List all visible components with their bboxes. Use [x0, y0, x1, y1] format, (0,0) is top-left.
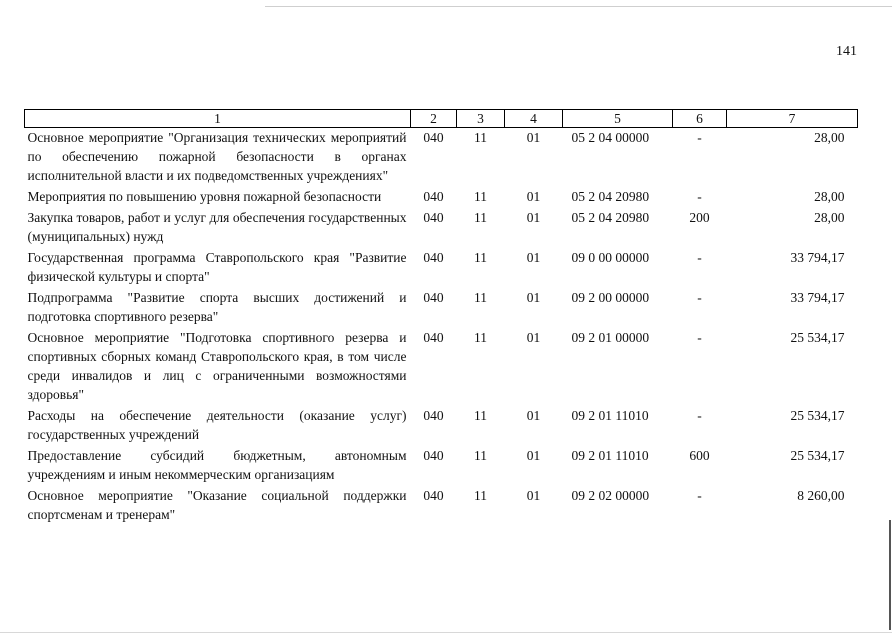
row-name: Закупка товаров, работ и услуг для обеспечения государственных (муниципальных) нужд	[27, 210, 407, 244]
row-col2: 040	[423, 189, 444, 204]
row-col4: 01	[526, 130, 541, 145]
row-col6: -	[697, 408, 702, 423]
row-col2: 040	[423, 330, 444, 345]
row-col4: 01	[526, 189, 541, 204]
row-col6: -	[697, 330, 702, 345]
row-col6: -	[697, 130, 702, 145]
budget-table	[24, 109, 858, 526]
header-col-7: 7	[727, 110, 858, 128]
row-name: Основное мероприятие "Подготовка спортивного резерва и спортивных сборных команд Ставропольского края, в том числе среди инвалидов и лиц с ограниченными возможностями здоровья"	[27, 330, 407, 402]
table-row	[25, 288, 858, 328]
row-col7: 8 260,00	[797, 488, 845, 503]
header-col-3: 3	[457, 110, 505, 128]
table-row	[25, 328, 858, 406]
header-col-1: 1	[25, 110, 411, 128]
table-row	[25, 248, 858, 288]
scan-artifact-bottom-line	[0, 632, 892, 633]
row-col2: 040	[423, 290, 444, 305]
row-col2: 040	[423, 250, 444, 265]
row-col4: 01	[526, 408, 541, 423]
row-col3: 11	[474, 448, 487, 463]
table-body	[25, 128, 858, 527]
row-col7: 28,00	[814, 210, 845, 225]
scan-artifact-top-line	[265, 6, 892, 7]
table-header-row	[25, 110, 858, 128]
table-header	[25, 110, 858, 128]
row-col5: 09 2 01 11010	[571, 448, 649, 463]
row-col7: 25 534,17	[790, 408, 845, 423]
row-col6: -	[697, 250, 702, 265]
row-col3: 11	[474, 210, 487, 225]
row-col7: 28,00	[814, 189, 845, 204]
row-col6: 200	[689, 210, 710, 225]
table-row	[25, 406, 858, 446]
row-col4: 01	[526, 290, 541, 305]
table-row	[25, 446, 858, 486]
row-col3: 11	[474, 408, 487, 423]
page-number: 141	[836, 44, 857, 59]
row-col3: 11	[474, 330, 487, 345]
row-name: Основное мероприятие "Оказание социальной поддержки спортсменам и тренерам"	[27, 488, 407, 522]
row-name: Расходы на обеспечение деятельности (оказание услуг) государственных учреждений	[27, 408, 407, 442]
header-col-6: 6	[673, 110, 727, 128]
row-col3: 11	[474, 488, 487, 503]
row-col5: 05 2 04 20980	[571, 210, 650, 225]
row-col3: 11	[474, 250, 487, 265]
header-col-2: 2	[411, 110, 457, 128]
row-col6: -	[697, 189, 702, 204]
row-col4: 01	[526, 210, 541, 225]
row-col7: 25 534,17	[790, 448, 845, 463]
row-col7: 28,00	[814, 130, 845, 145]
row-col5: 09 0 00 00000	[571, 250, 650, 265]
row-col2: 040	[423, 210, 444, 225]
row-col2: 040	[423, 130, 444, 145]
row-col5: 05 2 04 00000	[571, 130, 650, 145]
table-row	[25, 187, 858, 208]
row-col2: 040	[423, 408, 444, 423]
row-col5: 09 2 01 11010	[571, 408, 649, 423]
row-col4: 01	[526, 448, 541, 463]
row-col6: 600	[689, 448, 710, 463]
row-col5: 09 2 02 00000	[571, 488, 650, 503]
row-col7: 33 794,17	[790, 250, 845, 265]
row-name: Подпрограмма "Развитие спорта высших достижений и подготовка спортивного резерва"	[27, 290, 407, 324]
scan-artifact-right-edge	[889, 520, 891, 630]
row-col6: -	[697, 290, 702, 305]
row-col3: 11	[474, 130, 487, 145]
table-row	[25, 486, 858, 526]
row-name: Основное мероприятие "Организация технических мероприятий по обеспечению пожарной безопасности в органах исполнительной власти и их подведомственных учреждениях"	[27, 130, 407, 183]
row-col4: 01	[526, 488, 541, 503]
row-col3: 11	[474, 189, 487, 204]
row-name: Предоставление субсидий бюджетным, автономным учреждениям и иным некоммерческим организациям	[27, 448, 407, 482]
table-row	[25, 208, 858, 248]
row-name: Мероприятия по повышению уровня пожарной безопасности	[27, 189, 382, 204]
row-col7: 25 534,17	[790, 330, 845, 345]
row-col5: 05 2 04 20980	[571, 189, 650, 204]
row-col5: 09 2 00 00000	[571, 290, 650, 305]
row-col5: 09 2 01 00000	[571, 330, 650, 345]
row-col4: 01	[526, 330, 541, 345]
header-col-4: 4	[505, 110, 563, 128]
header-col-5: 5	[563, 110, 673, 128]
row-col4: 01	[526, 250, 541, 265]
row-col2: 040	[423, 488, 444, 503]
row-col3: 11	[474, 290, 487, 305]
row-col7: 33 794,17	[790, 290, 845, 305]
table-row	[25, 128, 858, 188]
row-col2: 040	[423, 448, 444, 463]
row-name: Государственная программа Ставропольского края "Развитие физической культуры и спорта"	[27, 250, 407, 284]
row-col6: -	[697, 488, 702, 503]
